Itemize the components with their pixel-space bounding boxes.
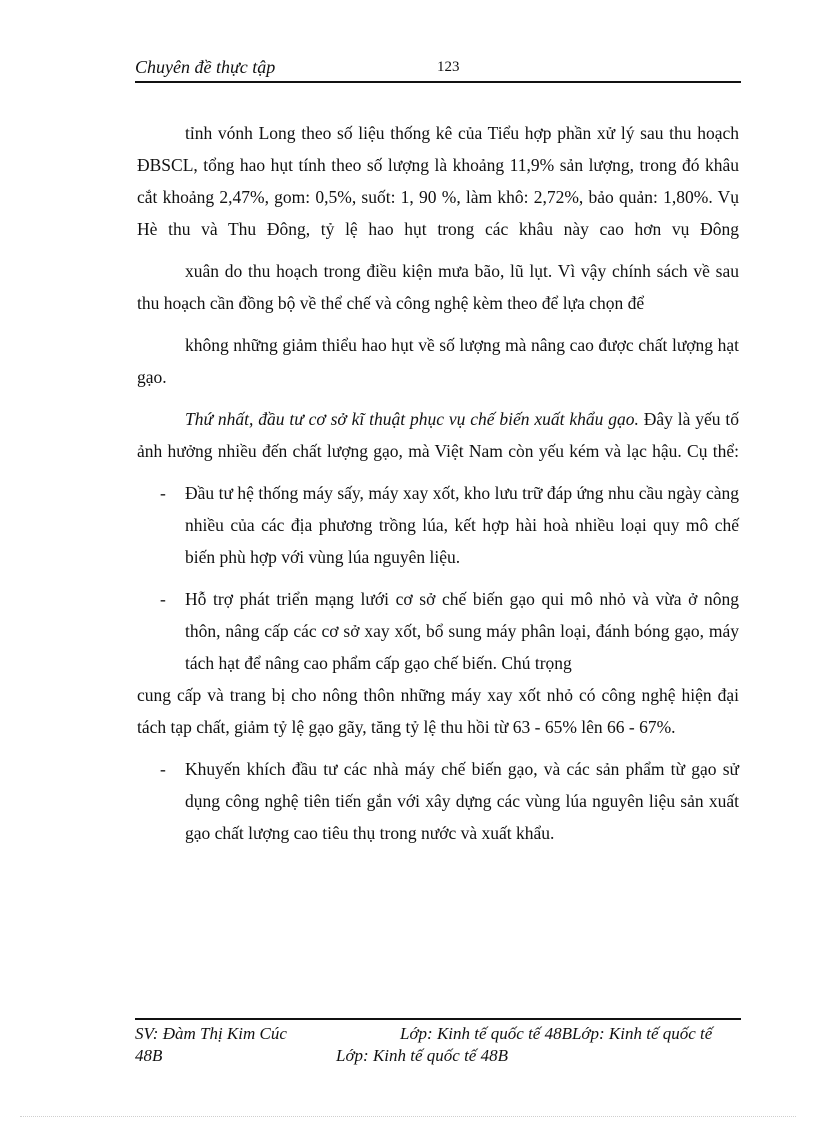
bullet-list-2 [137, 753, 739, 849]
paragraph-1: tỉnh vónh Long theo số liệu thống kê của Tiểu hợp phần xử lý sau thu hoạch ĐBSCL, tổng hao hụt tính theo số lượng là khoảng 11,9% sản lượng, trong đó khâu cắt khoảng 2,47%, gom: 0,5%, suốt: 1, 90 %, làm khô: 2,72%, bảo quản: 1,80%. Vụ Hè thu và Thu Đông, tỷ lệ hao hụt trong các khâu này cao hơn vụ Đông [137, 123, 739, 239]
footer-row-2 [135, 1045, 755, 1067]
page-edge-line [20, 1116, 796, 1117]
list-item [137, 583, 739, 679]
paragraph-5: cung cấp và trang bị cho nông thôn những máy xay xốt nhỏ có công nghệ hiện đại tách tạp chất, giảm tỷ lệ gạo gãy, tăng tỷ lệ thu hồi từ 63 - 65% lên 66 - 67%. [137, 685, 739, 737]
paragraph-2: xuân do thu hoạch trong điều kiện mưa bão, lũ lụt. Vì vậy chính sách về sau thu hoạch cần đồng bộ về thể chế và công nghệ kèm theo để lựa chọn để [137, 261, 739, 313]
list-item-text: Đầu tư hệ thống máy sấy, máy xay xốt, kho lưu trữ đáp ứng nhu cầu ngày càng nhiều của các địa phương trồng lúa, kết hợp hài hoà nhiều loại quy mô chế biến phù hợp với vùng lúa nguyên liệu. [185, 483, 739, 567]
footer [135, 1023, 755, 1067]
bullet-dash: - [160, 483, 166, 503]
page-number: 123 [437, 59, 460, 75]
document-body [137, 117, 739, 859]
bullet-dash: - [160, 589, 166, 609]
paragraph-4 [137, 403, 739, 467]
bullet-dash: - [160, 759, 166, 779]
section-heading-italic: Thứ nhất, đầu tư cơ sở kĩ thuật phục vụ chế biến xuất khẩu gạo. [185, 409, 639, 429]
header-title: Chuyên đề thực tập [135, 57, 276, 77]
header-divider [135, 81, 741, 83]
footer-row-1 [135, 1023, 755, 1045]
list-item-text: Khuyến khích đầu tư các nhà máy chế biến gạo, và các sản phẩm từ gạo sử dụng công nghệ tiên tiến gắn với xây dựng các vùng lúa nguyên liệu sản xuất gạo chất lượng cao tiêu thụ trong nước và xuất khẩu. [185, 759, 739, 843]
footer-class: Lớp: Kinh tế quốc tế 48BLớp: Kinh tế quốc tế [400, 1024, 713, 1043]
footer-class-tail: 48B [135, 1046, 163, 1065]
list-item-text: Hỗ trợ phát triển mạng lưới cơ sở chế biến gạo qui mô nhỏ và vừa ở nông thôn, nâng cấp các cơ sở xay xốt, bổ sung máy phân loại, đánh bóng gạo, máy tách hạt để nâng cao phẩm cấp gạo chế biến. Chú trọng [185, 589, 739, 673]
footer-student: SV: Đàm Thị Kim Cúc [135, 1024, 287, 1043]
list-item [137, 753, 739, 849]
paragraph-4-text: Đây là yếu tố ảnh hưởng nhiều đến chất lượng gạo, mà Việt Nam còn yếu kém và lạc hậu. Cụ thể: [137, 409, 739, 461]
footer-class-2: Lớp: Kinh tế quốc tế 48B [336, 1046, 508, 1065]
footer-divider [135, 1018, 741, 1020]
list-item [137, 477, 739, 573]
paragraph-3: không những giảm thiểu hao hụt về số lượng mà nâng cao được chất lượng hạt gạo. [137, 335, 739, 387]
bullet-list-1 [137, 477, 739, 679]
